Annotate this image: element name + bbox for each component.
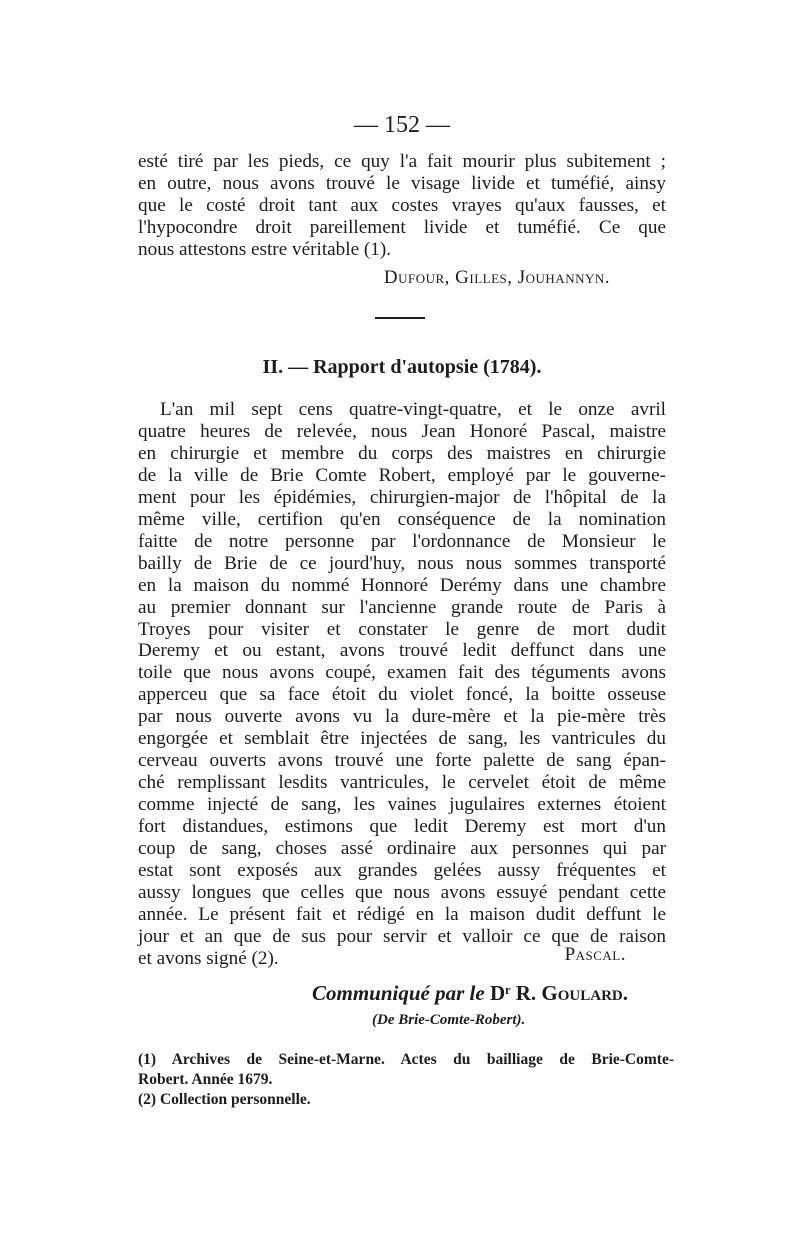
communicated-by [312, 981, 628, 1006]
text-line: apperceu que sa face étoit du violet foncé, la boitte osseuse [138, 684, 666, 706]
text-line: esté tiré par les pieds, ce quy l'a fait mourir plus subitement ; [138, 151, 666, 172]
text-line: toile que nous avons coupé, examen fait des téguments avons [138, 662, 666, 684]
text-line: aussy longues que celles que nous avons essuyé pendant cette [138, 881, 666, 903]
text-line: coup de sang, choses assé ordinaire aux personnes qui par [138, 838, 666, 860]
text-line: année. Le présent fait et rédigé en la maison dudit deffunt le [138, 903, 666, 925]
text-line: faitte de notre personne par l'ordonnance de Monsieur le [138, 530, 666, 552]
text-line: en chirurgie et membre du corps des maistres en chirurgie [138, 442, 666, 464]
text-line: Troyes pour visiter et constater le genre de mort dudit [138, 618, 666, 640]
text-line: en la maison du nommé Honnoré Derémy dans une chambre [138, 574, 666, 596]
footnote-line: (1) Archives de Seine-et-Marne. Actes du bailliage de Brie-Comte- [138, 1051, 674, 1068]
communicator-title: Dʳ R. [489, 981, 542, 1005]
text-line: même ville, certifion qu'en conséquence de la nomination [138, 508, 666, 530]
text-line: en outre, nous avons trouvé le visage livide et tuméfié, ainsy [138, 172, 666, 194]
text-line: nous attestons estre véritable (1). [138, 238, 392, 260]
communicator-origin: (De Brie-Comte-Robert). [372, 1012, 526, 1028]
text-line: quatre heures de relevée, nous Jean Honoré Pascal, maistre [138, 420, 666, 442]
text-line: ment pour les épidémies, chirurgien-major de l'hôpital de la [138, 486, 666, 508]
text-line: L'an mil sept cens quatre-vingt-quatre, et le onze avril [160, 399, 666, 420]
text-line: bailly de Brie de ce jourd'huy, nous nous sommes transporté [138, 552, 666, 574]
text-line: de la ville de Brie Comte Robert, employé par le gouverne- [138, 464, 666, 486]
section-heading: II. — Rapport d'autopsie (1784). [262, 356, 542, 378]
text-line: l'hypocondre droit pareillement livide et tuméfié. Ce que [138, 216, 666, 238]
communicator-name: Goulard. [541, 981, 628, 1005]
section-divider [375, 317, 425, 319]
text-line: cerveau ouverts avons trouvé une forte palette de sang épan- [138, 750, 666, 772]
text-line: au premier donnant sur l'ancienne grande route de Paris à [138, 596, 666, 618]
text-line: jour et an que de sus pour servir et valloir ce que de raison [138, 925, 666, 947]
paragraph-inventory [138, 151, 666, 261]
text-line: que le costé droit tant aux costes vrayes qu'aux fausses, et [138, 194, 666, 216]
text-line: fort distandues, estimons que ledit Deremy est mort d'un [138, 816, 666, 838]
text-line: ché remplissant lesdits vantricules, le cervelet étoit de même [138, 772, 666, 794]
communicated-prefix: Communiqué par le [312, 981, 490, 1005]
page-number: — 152 — [354, 112, 450, 138]
text-line: et avons signé (2). [138, 947, 279, 969]
signatories: Dufour, Gilles, Jouhannyn. [383, 267, 610, 288]
footnote-line: (2) Collection personnelle. [138, 1091, 311, 1108]
paragraph-autopsy-report [138, 399, 666, 970]
text-line: estat sont exposés aux grandes gelées aussy fréquentes et [138, 860, 666, 882]
footnotes [138, 1050, 674, 1110]
footnote-line: Robert. Année 1679. [138, 1071, 273, 1088]
text-line: comme injecté de sang, les vaines jugulaires externes étoient [138, 794, 666, 816]
text-line: engorgée et semblait être injectées de sang, les vantricules du [138, 728, 666, 750]
text-line: Deremy et ou estant, avons trouvé ledit deffunct dans une [138, 640, 666, 662]
text-line: par nous ouverte avons vu la dure-mère et la pie-mère très [138, 706, 666, 728]
signature-pascal: Pascal. [564, 944, 626, 965]
